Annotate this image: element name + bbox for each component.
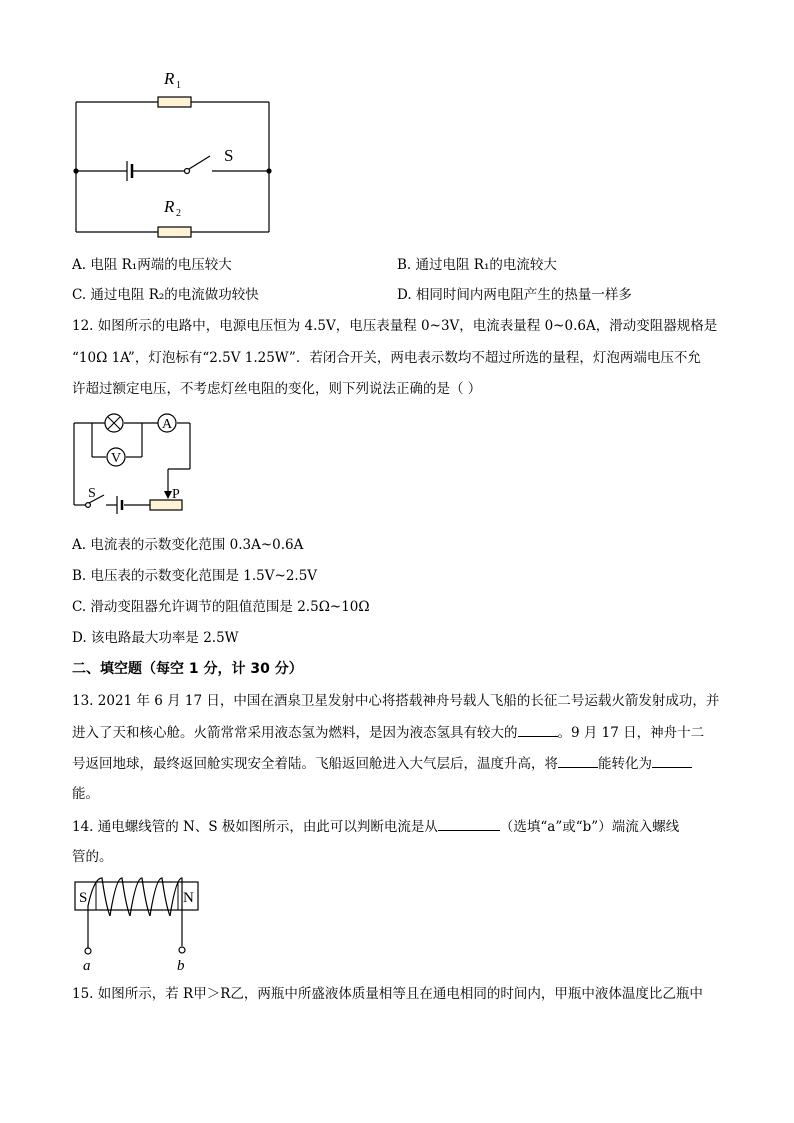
q11-option-b: B. 通过电阻 R₁的电流较大 xyxy=(397,257,557,273)
label-terminal-a: a xyxy=(83,958,91,974)
section-heading-fill-in: 二、填空题（每空 1 分，计 30 分） xyxy=(72,661,303,677)
q12-option-b: B. 电压表的示数变化范围是 1.5V~2.5V xyxy=(72,568,318,584)
label-pole-s: S xyxy=(79,890,88,906)
answer-blank xyxy=(518,722,558,737)
circuit-diagram-resistors xyxy=(60,60,290,245)
q14-text: 14. 通电螺线管的 N、S 极如图所示，由此可以判断电流是从 xyxy=(72,819,438,835)
q11-option-c: C. 通过电阻 R₂的电流做功较快 xyxy=(72,287,259,303)
q12-option-c: C. 滑动变阻器允许调节的阻值范围是 2.5Ω~10Ω xyxy=(72,599,370,615)
q11-option-d: D. 相同时间内两电阻产生的热量一样多 xyxy=(397,287,632,303)
q13-text: 。9 月 17 日，神舟十二 xyxy=(557,725,705,741)
q13-line4: 能。 xyxy=(72,786,99,802)
lamp-icon xyxy=(105,414,123,432)
resistor-r1 xyxy=(158,97,191,107)
q12-stem-line1: 12. 如图所示的电路中，电源电压恒为 4.5V，电压表量程 0~3V，电流表量程 0~0.6A，滑动变阻器规格是 xyxy=(72,318,718,334)
q11-option-a: A. 电阻 R₁两端的电压较大 xyxy=(72,257,232,273)
q14-text: （选填“a”或“b”）端流入螺线 xyxy=(499,819,680,835)
answer-blank xyxy=(558,753,598,768)
label-r2: R xyxy=(164,197,175,216)
label-switch-s: S xyxy=(224,146,234,165)
q14-line2: 管的。 xyxy=(72,849,113,865)
resistor-r2 xyxy=(158,227,191,237)
label-pole-n: N xyxy=(183,890,194,906)
label-r1: R xyxy=(164,69,175,88)
q12-option-a: A. 电流表的示数变化范围 0.3A~0.6A xyxy=(72,537,304,553)
q13-line3 xyxy=(72,753,692,774)
q15-line1: 15. 如图所示，若 R甲＞R乙，两瓶中所盛液体质量相等且在通电相同的时间内，甲瓶中液体温度比乙瓶中 xyxy=(72,986,703,1002)
q13-text: 能转化为 xyxy=(598,756,652,772)
q12-stem-line3: 许超过额定电压，不考虑灯丝电阻的变化，则下列说法正确的是（ ） xyxy=(72,381,482,397)
circuit-diagram-meters xyxy=(62,405,202,525)
q13-text: 进入了天和核心舱。火箭常常采用液态氢为燃料，是因为液态氢具有较大的 xyxy=(72,725,518,741)
label-r2-sub: 2 xyxy=(176,208,181,219)
label-ammeter-a: A xyxy=(162,417,173,432)
q12-option-d: D. 该电路最大功率是 2.5W xyxy=(72,630,239,646)
label-switch-s: S xyxy=(88,486,96,501)
solenoid-diagram xyxy=(66,876,216,976)
q12-stem-line2: “10Ω 1A”，灯泡标有“2.5V 1.25W”．若闭合开关，两电表示数均不超过所选的量程，灯泡两端电压不允 xyxy=(72,350,701,366)
q13-text: 号返回地球，最终返回舱实现安全着陆。飞船返回舱进入大气层后，温度升高，将 xyxy=(72,756,558,772)
q14-line1 xyxy=(72,816,679,837)
label-terminal-b: b xyxy=(177,958,185,974)
answer-blank xyxy=(438,816,500,831)
label-r1-sub: 1 xyxy=(176,80,181,91)
label-slider-p: P xyxy=(172,487,180,502)
q13-line2 xyxy=(72,722,704,743)
q13-line1: 13. 2021 年 6 月 17 日，中国在酒泉卫星发射中心将搭载神舟号载人飞船的长征二号运载火箭发射成功，并 xyxy=(72,693,720,709)
answer-blank xyxy=(652,753,692,768)
label-voltmeter-v: V xyxy=(111,451,122,466)
